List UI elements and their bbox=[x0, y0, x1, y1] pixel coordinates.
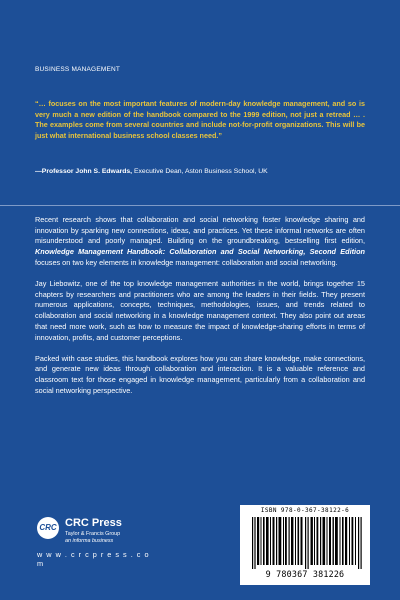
endorsement-quote: “… focuses on the most important features of modern-day knowledge management, and so is very much a new edition of the handbook compared to the 1999 edition, not just a retread … . The examples come from several countries and include not-for-profit organizations. This will be just what international business school classes need.” bbox=[35, 99, 365, 140]
category-label: BUSINESS MANAGEMENT bbox=[35, 66, 121, 73]
crc-logo-icon: CRC bbox=[37, 517, 59, 539]
isbn-barcode bbox=[240, 505, 370, 585]
book-description bbox=[35, 215, 365, 407]
endorsement-author: —Professor John S. Edwards, bbox=[35, 168, 133, 175]
description-p1-end: focuses on two key elements in knowledge management: collaboration and social networking. bbox=[35, 257, 338, 267]
description-paragraph-2: Jay Liebowitz, one of the top knowledge management authorities in the world, brings together 15 chapters by researchers and practitioners who are among the leaders in their fields. They present numerous applications, concepts, techniques, methodologies, issues, and trends related to collaboration and social networking in a knowledge management context. They also point out areas that need more work, such as how to measure the impact of knowledge-sharing efforts in terms of innovation, profits, and customer perceptions. bbox=[35, 279, 365, 342]
description-paragraph-3: Packed with case studies, this handbook explores how you can share knowledge, make connections, and generate new ideas through collaboration and interaction. It is a valuable reference and classroom text for those engaged in knowledge management, particularly from a collaboration and social networking perspective. bbox=[35, 353, 365, 395]
divider bbox=[0, 205, 400, 206]
publisher-url[interactable]: w w w . c r c p r e s s . c o m bbox=[37, 550, 150, 568]
barcode-icon bbox=[252, 517, 362, 569]
endorsement-attribution bbox=[35, 167, 365, 176]
publisher-logo bbox=[37, 517, 157, 567]
publisher-group: Taylor & Francis Group bbox=[65, 531, 121, 537]
isbn-label: ISBN 978-0-367-38122-6 bbox=[260, 507, 350, 514]
description-p1-intro: Recent research shows that collaboration and social networking foster knowledge sharing and innovation by sparking new connections, ideas, and practices. Yet these informal networks are often misunderstood and poorly managed. Building on the groundbreaking, bestselling first edition, bbox=[35, 215, 365, 246]
endorsement-affiliation: Executive Dean, Aston Business School, UK bbox=[132, 168, 268, 175]
publisher-tagline: an informa business bbox=[65, 538, 114, 544]
isbn-number: 9 780367 381226 bbox=[265, 569, 345, 579]
book-title-inline: Knowledge Management Handbook: Collaboration and Social Networking, Second Edition bbox=[35, 247, 365, 257]
description-paragraph-1 bbox=[35, 215, 365, 269]
publisher-name: CRC Press bbox=[65, 517, 122, 529]
